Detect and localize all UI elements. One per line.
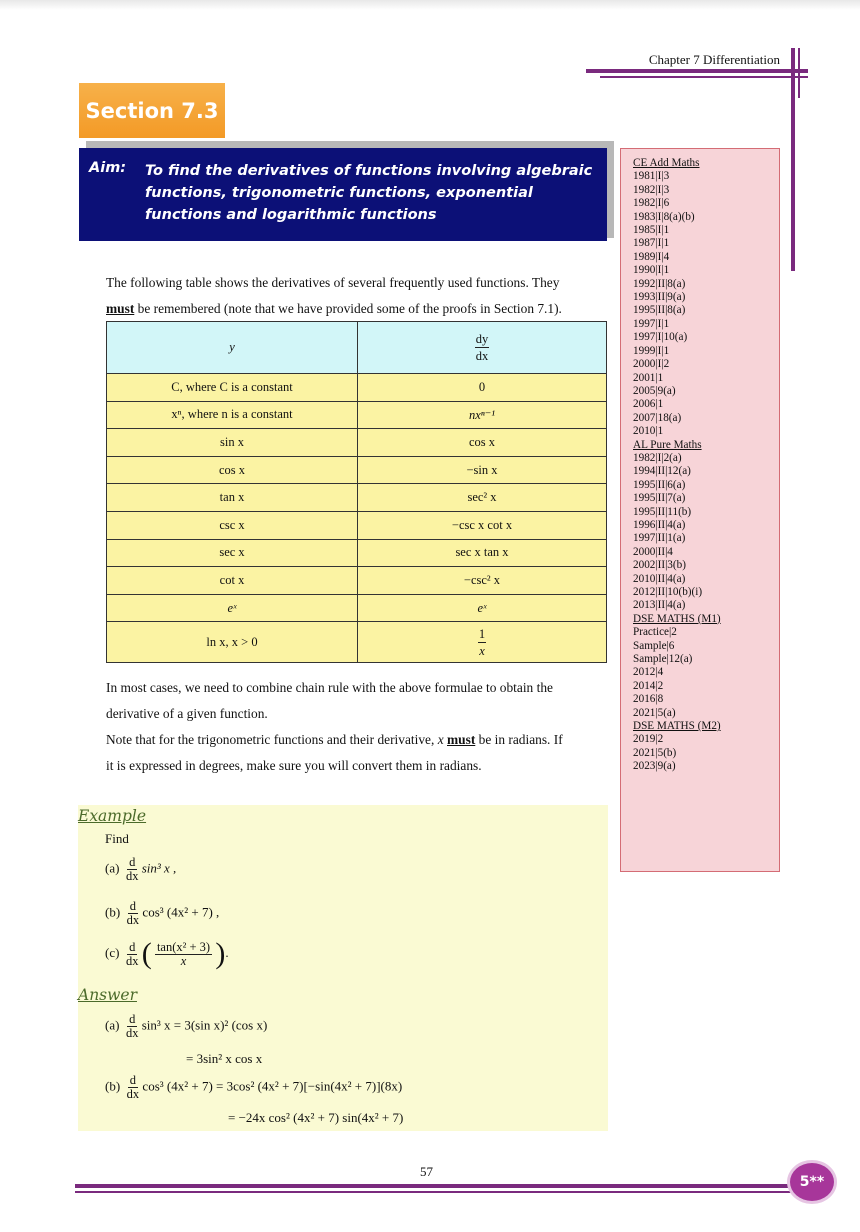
- sidebar-list-item: 1999|I|1: [633, 344, 670, 357]
- sidebar-list-item: 1997|I|10(a): [633, 331, 688, 344]
- section-badge: Section 7.3: [79, 83, 225, 138]
- header-y: [107, 322, 358, 374]
- table-row: [107, 484, 607, 512]
- sidebar-list-item: 1995|II|11(b): [633, 505, 692, 518]
- d-denominator: dx: [125, 1026, 139, 1040]
- d-numerator: d: [129, 899, 137, 913]
- c-end: .: [225, 944, 229, 960]
- sidebar-list-item: 2010|1: [633, 425, 664, 438]
- answer-a-line-1: sin³ x = 3(sin x)² (cos x): [141, 1017, 268, 1033]
- answer-b-line-2: = −24x cos² (4x² + 7) sin(4x² + 7): [228, 1110, 404, 1125]
- table-row: [107, 401, 607, 429]
- header-vertical-rule-thin: [798, 48, 800, 98]
- example-item-b: [105, 900, 219, 927]
- table-cell-y: sec x: [107, 539, 358, 567]
- sidebar-group-heading: DSE MATHS (M1): [633, 612, 721, 625]
- one-over-x-fraction: [478, 626, 486, 659]
- notes-line-3a: Note that for the trigonometric functions and their derivative,: [106, 732, 438, 747]
- example-title: Example: [78, 807, 147, 825]
- table-cell-dy: sec² x: [358, 484, 607, 512]
- c-denominator: x: [180, 953, 187, 968]
- example-find: Find: [105, 831, 129, 846]
- table-cell-dy: −sin x: [358, 456, 607, 484]
- fraction-numerator: 1: [478, 626, 486, 641]
- d-numerator: d: [129, 939, 136, 954]
- sidebar-list-item: 1997|I|1: [633, 317, 670, 330]
- left-paren: (: [141, 937, 152, 970]
- sidebar-list-item: 2000|II|4: [633, 545, 673, 558]
- sidebar-list-item: 2010|II|4(a): [633, 572, 686, 585]
- table-cell-dy: −csc² x: [358, 567, 607, 595]
- sidebar-list-item: 2021|5(b): [633, 746, 677, 759]
- sidebar-list-item: 1982|I|3: [633, 183, 670, 196]
- notes-line-4: it is expressed in degrees, make sure you will convert them in radians.: [106, 758, 482, 773]
- notes-x: x: [437, 732, 444, 747]
- answer-b-label: (b): [105, 1078, 121, 1094]
- sidebar-list-item: Sample|12(a): [633, 653, 693, 666]
- table-row: [107, 539, 607, 567]
- header-vertical-rule: [791, 48, 795, 271]
- d-dx-operator: [127, 1074, 140, 1101]
- sidebar-list-item: 1987|I|1: [633, 237, 670, 250]
- sidebar-list-item: 2021|5(a): [633, 706, 676, 719]
- footer-rule: [75, 1184, 795, 1188]
- sidebar-list-item: 1997|II|1(a): [633, 532, 686, 545]
- intro-must: must: [106, 301, 135, 316]
- answer-title: Answer: [78, 986, 137, 1004]
- table-header-row: [107, 322, 607, 374]
- sidebar-list-item: 1982|I|2(a): [633, 451, 682, 464]
- sidebar-list-item: 1995|II|8(a): [633, 304, 686, 317]
- table-row: [107, 456, 607, 484]
- d-dx-operator: [127, 900, 140, 927]
- table-cell-dy: nxⁿ⁻¹: [358, 401, 607, 429]
- sidebar-list-item: Practice|2: [633, 626, 677, 639]
- example-b-label: (b): [105, 904, 121, 920]
- notes-line-2: derivative of a given function.: [106, 706, 268, 721]
- table-row: [107, 429, 607, 457]
- aim-text: To find the derivatives of functions involving algebraic functions, trigonometric functions, exponential functions and logarithmic functions: [145, 163, 593, 223]
- sidebar-list-item: 2001|1: [633, 371, 664, 384]
- example-item-c: [105, 937, 229, 971]
- answer-b-line-1: cos³ (4x² + 7) = 3cos² (4x² + 7)[−sin(4x² + 7)](8x): [142, 1078, 403, 1094]
- table-cell-dy: cos x: [358, 429, 607, 457]
- sidebar-list-item: 2023|9(a): [633, 760, 676, 773]
- example-c-label: (c): [105, 944, 120, 960]
- table-cell-dy: [358, 622, 607, 663]
- sidebar-list-item: 2000|I|2: [633, 358, 670, 371]
- right-paren: ): [215, 937, 226, 970]
- table-cell-dy: 0: [358, 374, 607, 402]
- header-y-text: y: [229, 340, 235, 354]
- intro-line-1: The following table shows the derivatives of several frequently used functions. They: [106, 275, 560, 290]
- d-denominator: dx: [125, 869, 139, 883]
- sidebar-group-heading: DSE MATHS (M2): [633, 720, 721, 733]
- table-cell-y: C, where C is a constant: [107, 374, 358, 402]
- top-shadow-bar: [0, 0, 860, 10]
- sidebar-list-item: 1985|I|1: [633, 224, 670, 237]
- sidebar-list-item: 1995|II|6(a): [633, 478, 686, 491]
- header-dx: dx: [475, 349, 489, 363]
- table-cell-y: cos x: [107, 456, 358, 484]
- table-cell-y: sin x: [107, 429, 358, 457]
- chapter-title: Chapter 7 Differentiation: [648, 52, 780, 67]
- notes-line-3: [106, 727, 616, 753]
- aim-label: Aim:: [89, 160, 127, 176]
- sidebar-list-item: 1990|I|1: [633, 264, 670, 277]
- table-row: [107, 622, 607, 663]
- table-row: [107, 567, 607, 595]
- table-row: [107, 594, 607, 622]
- d-numerator: d: [129, 1073, 137, 1087]
- header-dydx: [358, 322, 607, 374]
- sidebar-list-item: 2012|4: [633, 666, 664, 679]
- d-denominator: dx: [125, 953, 139, 968]
- example-item-a: [105, 856, 176, 883]
- c-numerator: tan(x² + 3): [156, 939, 211, 954]
- sidebar-list-item: 1994|II|12(a): [633, 465, 691, 478]
- d-numerator: d: [129, 1012, 136, 1026]
- sidebar-group-heading: AL Pure Maths: [633, 438, 702, 451]
- sidebar-list-item: 2013|II|4(a): [633, 599, 686, 612]
- header-dy: dy: [475, 332, 489, 346]
- past-papers-sidebar: [620, 148, 780, 872]
- table-cell-y: tan x: [107, 484, 358, 512]
- sidebar-list-item: 2016|8: [633, 693, 664, 706]
- table-cell-dy: eˣ: [358, 594, 607, 622]
- answer-a-line-2: = 3sin² x cos x: [186, 1051, 263, 1066]
- table-cell-y: eˣ: [107, 594, 358, 622]
- d-denominator: dx: [126, 1087, 140, 1101]
- sidebar-list-item: 2002|II|3(b): [633, 559, 686, 572]
- fraction-denominator: x: [479, 643, 485, 658]
- table-row: [107, 374, 607, 402]
- table-cell-dy: sec x tan x: [358, 539, 607, 567]
- page-number: 57: [420, 1164, 433, 1179]
- table-cell-dy: −csc x cot x: [358, 511, 607, 539]
- footer-rule-thin: [75, 1191, 795, 1193]
- sidebar-list-item: 2006|1: [633, 398, 664, 411]
- aim-box: [79, 148, 607, 241]
- example-b-expr: cos³ (4x² + 7) ,: [142, 904, 220, 920]
- d-dx-operator: [126, 1013, 139, 1040]
- header-rule: [586, 69, 808, 73]
- intro-paragraph: [106, 270, 616, 322]
- difficulty-level-badge: 5**: [787, 1160, 837, 1204]
- sidebar-list: [633, 157, 721, 774]
- notes-line-1: In most cases, we need to combine chain rule with the above formulae to obtain the: [106, 680, 553, 695]
- sidebar-list-item: 1995|II|7(a): [633, 492, 686, 505]
- sidebar-list-item: 2007|18(a): [633, 411, 682, 424]
- d-denominator: dx: [126, 913, 140, 927]
- sidebar-list-item: 2014|2: [633, 679, 664, 692]
- d-dx-operator: [126, 856, 139, 883]
- answer-item-b: [105, 1074, 402, 1101]
- sidebar-list-item: 1981|I|3: [633, 170, 670, 183]
- example-a-label: (a): [105, 860, 120, 876]
- sidebar-list-item: 2019|2: [633, 733, 664, 746]
- dydx-fraction: [475, 331, 490, 364]
- intro-line-2-text: be remembered (note that we have provided some of the proofs in Section 7.1).: [134, 301, 562, 316]
- intro-line-2: [106, 296, 616, 322]
- sidebar-list-item: 1989|I|4: [633, 250, 670, 263]
- table-row: [107, 511, 607, 539]
- sidebar-list-item: 1993|II|9(a): [633, 291, 686, 304]
- example-box: [78, 805, 608, 1131]
- header-rule-thin: [600, 76, 808, 78]
- sidebar-list-item: 2012|II|10(b)(i): [633, 586, 703, 598]
- sidebar-list-item: 1982|I|6: [633, 197, 670, 210]
- sidebar-list-item: 1996|II|4(a): [633, 518, 686, 531]
- d-numerator: d: [129, 855, 136, 869]
- notes-line-3b: be in radians. If: [475, 732, 563, 747]
- sidebar-list-item: Sample|6: [633, 639, 675, 652]
- answer-item-a: [105, 1013, 267, 1040]
- sidebar-list-item: 1992|II|8(a): [633, 277, 686, 290]
- table-cell-y: ln x, x > 0: [107, 622, 358, 663]
- table-cell-y: csc x: [107, 511, 358, 539]
- d-dx-operator: [126, 941, 139, 968]
- answer-a-label: (a): [105, 1017, 120, 1033]
- c-fraction: [155, 941, 212, 968]
- table-cell-y: cot x: [107, 567, 358, 595]
- table-cell-y: xⁿ, where n is a constant: [107, 401, 358, 429]
- notes-paragraph: [106, 675, 616, 779]
- sidebar-list-item: 2005|9(a): [633, 384, 676, 397]
- sidebar-list-item: 1983|I|8(a)(b): [633, 210, 695, 223]
- derivatives-table: [106, 321, 607, 663]
- example-a-expr: sin³ x ,: [141, 860, 177, 876]
- sidebar-group-heading: CE Add Maths: [633, 157, 700, 169]
- notes-must: must: [447, 732, 476, 747]
